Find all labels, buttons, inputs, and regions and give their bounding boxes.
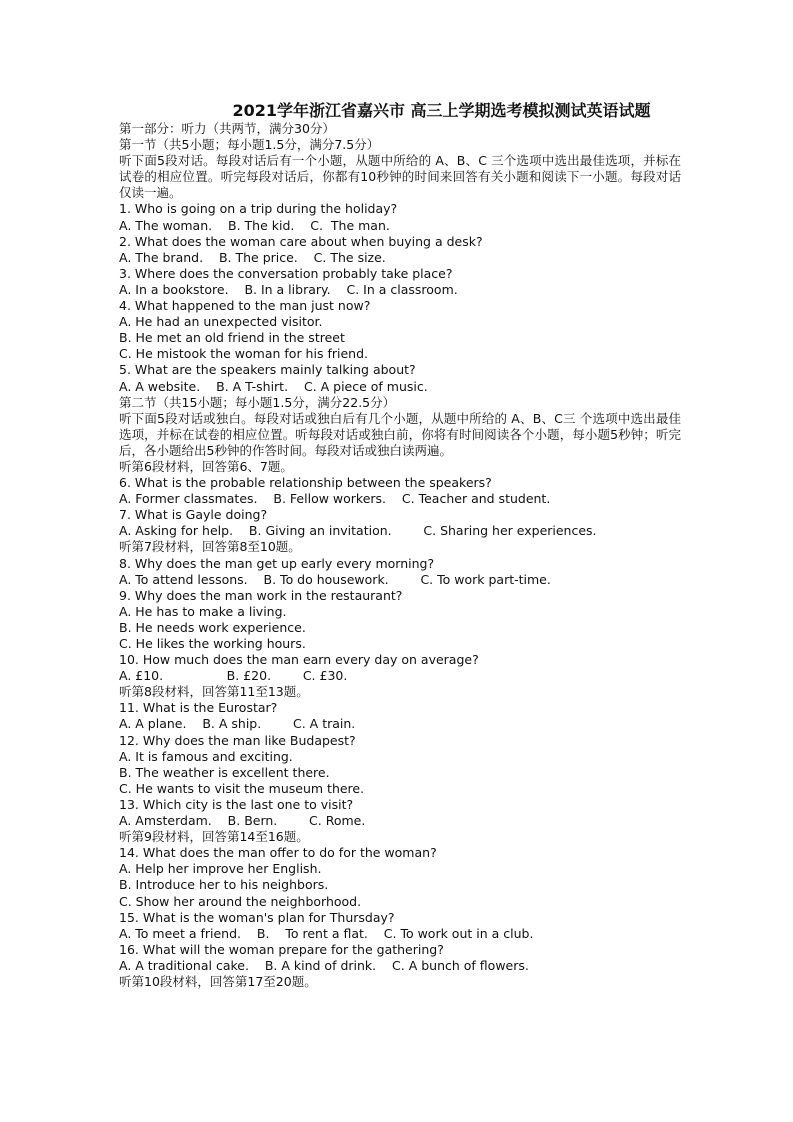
question-1-options: A. The woman. B. The kid. C. The man.	[119, 217, 390, 233]
section-two-heading: 第二节（共15小题；每小题1.5分，满分22.5分）	[119, 394, 396, 410]
question-2-options: A. The brand. B. The price. C. The size.	[119, 249, 386, 265]
question-7: 7. What is Gayle doing?	[119, 507, 268, 523]
question-15-options: A. To meet a friend. B. To rent a flat. C. To work out in a club.	[119, 925, 534, 941]
exam-title	[0, 98, 793, 121]
question-12-option-a: A. It is famous and exciting.	[119, 748, 293, 764]
question-7-options: A. Asking for help. B. Giving an invitation. C. Sharing her experiences.	[119, 523, 597, 539]
question-9: 9. Why does the man work in the restaurant?	[119, 587, 403, 603]
question-4: 4. What happened to the man just now?	[119, 298, 371, 314]
question-10: 10. How much does the man earn every day on average?	[119, 652, 479, 668]
question-9-option-b: B. He needs work experience.	[119, 619, 306, 635]
question-5: 5. What are the speakers mainly talking about?	[119, 362, 416, 378]
question-12-option-c: C. He wants to visit the museum there.	[119, 780, 365, 796]
instructions-text: 听下面5段对话。每段对话后有一个小题，从题中所给的 A、B、C 三个选项中选出最佳选项，并标在试卷的相应位置。听完每段对话后，你都有10秒钟的时间来回答有关小题和阅读下一小题。每段对话仅读一遍。	[119, 153, 681, 201]
instructions-text: 听下面5段对话或独白。每段对话或独白后有几个小题，从题中所给的 A、B、C三 个选项中选出最佳选项，并标在试卷的相应位置。听每段对话或独白前，你将有时间阅读各个小题，每小题5秒钟；听完后，各小题给出5秒钟的作答时间。每段对话或独白读两遍。	[119, 410, 681, 458]
question-9-option-c: C. He likes the working hours.	[119, 636, 306, 651]
question-15: 15. What is the woman's plan for Thursday?	[119, 909, 395, 925]
section-one-instructions	[119, 153, 681, 201]
question-14-option-b: B. Introduce her to his neighbors.	[119, 877, 329, 893]
question-4-option-a: A. He had an unexpected visitor.	[119, 314, 323, 330]
exam-body	[119, 121, 681, 990]
question-11-options: A. A plane. B. A ship. C. A train.	[119, 716, 356, 732]
question-6: 6. What is the probable relationship between the speakers?	[119, 475, 492, 491]
question-14-option-c: C. Show her around the neighborhood.	[119, 893, 362, 909]
exam-title-text: 2021学年浙江省嘉兴市 高三上学期选考模拟测试英语试题	[232, 101, 651, 120]
question-10-options: A. £10. B. £20. C. £30.	[119, 668, 348, 684]
question-12: 12. Why does the man like Budapest?	[119, 732, 356, 748]
question-8: 8. Why does the man get up early every morning?	[119, 555, 435, 571]
question-5-options: A. A website. B. A T-shirt. C. A piece of music.	[119, 378, 428, 394]
question-11: 11. What is the Eurostar?	[119, 700, 278, 716]
question-13: 13. Which city is the last one to visit?	[119, 796, 354, 812]
material-7-heading: 听第7段材料，回答第8至10题。	[119, 539, 301, 555]
question-14-option-a: A. Help her improve her English.	[119, 861, 322, 877]
question-1: 1. Who is going on a trip during the holiday?	[119, 201, 398, 217]
question-3-options: A. In a bookstore. B. In a library. C. In a classroom.	[119, 281, 458, 297]
question-14: 14. What does the man offer to do for the woman?	[119, 845, 437, 861]
material-9-heading: 听第9段材料，回答第14至16题。	[119, 829, 309, 845]
question-12-option-b: B. The weather is excellent there.	[119, 764, 330, 780]
question-3: 3. Where does the conversation probably take place?	[119, 265, 453, 281]
question-9-option-a: A. He has to make a living.	[119, 603, 287, 619]
question-16-options: A. A traditional cake. B. A kind of drink. C. A bunch of flowers.	[119, 957, 529, 973]
question-8-options: A. To attend lessons. B. To do housework. C. To work part-time.	[119, 571, 551, 587]
material-6-heading: 听第6段材料，回答第6、7题。	[119, 458, 293, 474]
section-two-instructions	[119, 411, 681, 459]
section-one-heading: 第一节（共5小题；每小题1.5分，满分7.5分）	[119, 137, 380, 153]
question-16: 16. What will the woman prepare for the gathering?	[119, 941, 444, 957]
part-one-heading: 第一部分：听力（共两节，满分30分）	[119, 121, 335, 136]
question-4-option-b: B. He met an old friend in the street	[119, 330, 345, 346]
material-10-heading: 听第10段材料，回答第17至20题。	[119, 973, 317, 989]
question-4-option-c: C. He mistook the woman for his friend.	[119, 346, 368, 362]
question-13-options: A. Amsterdam. B. Bern. C. Rome.	[119, 813, 366, 829]
material-8-heading: 听第8段材料，回答第11至13题。	[119, 684, 309, 700]
question-6-options: A. Former classmates. B. Fellow workers. C. Teacher and student.	[119, 491, 551, 507]
question-2: 2. What does the woman care about when buying a desk?	[119, 233, 483, 249]
